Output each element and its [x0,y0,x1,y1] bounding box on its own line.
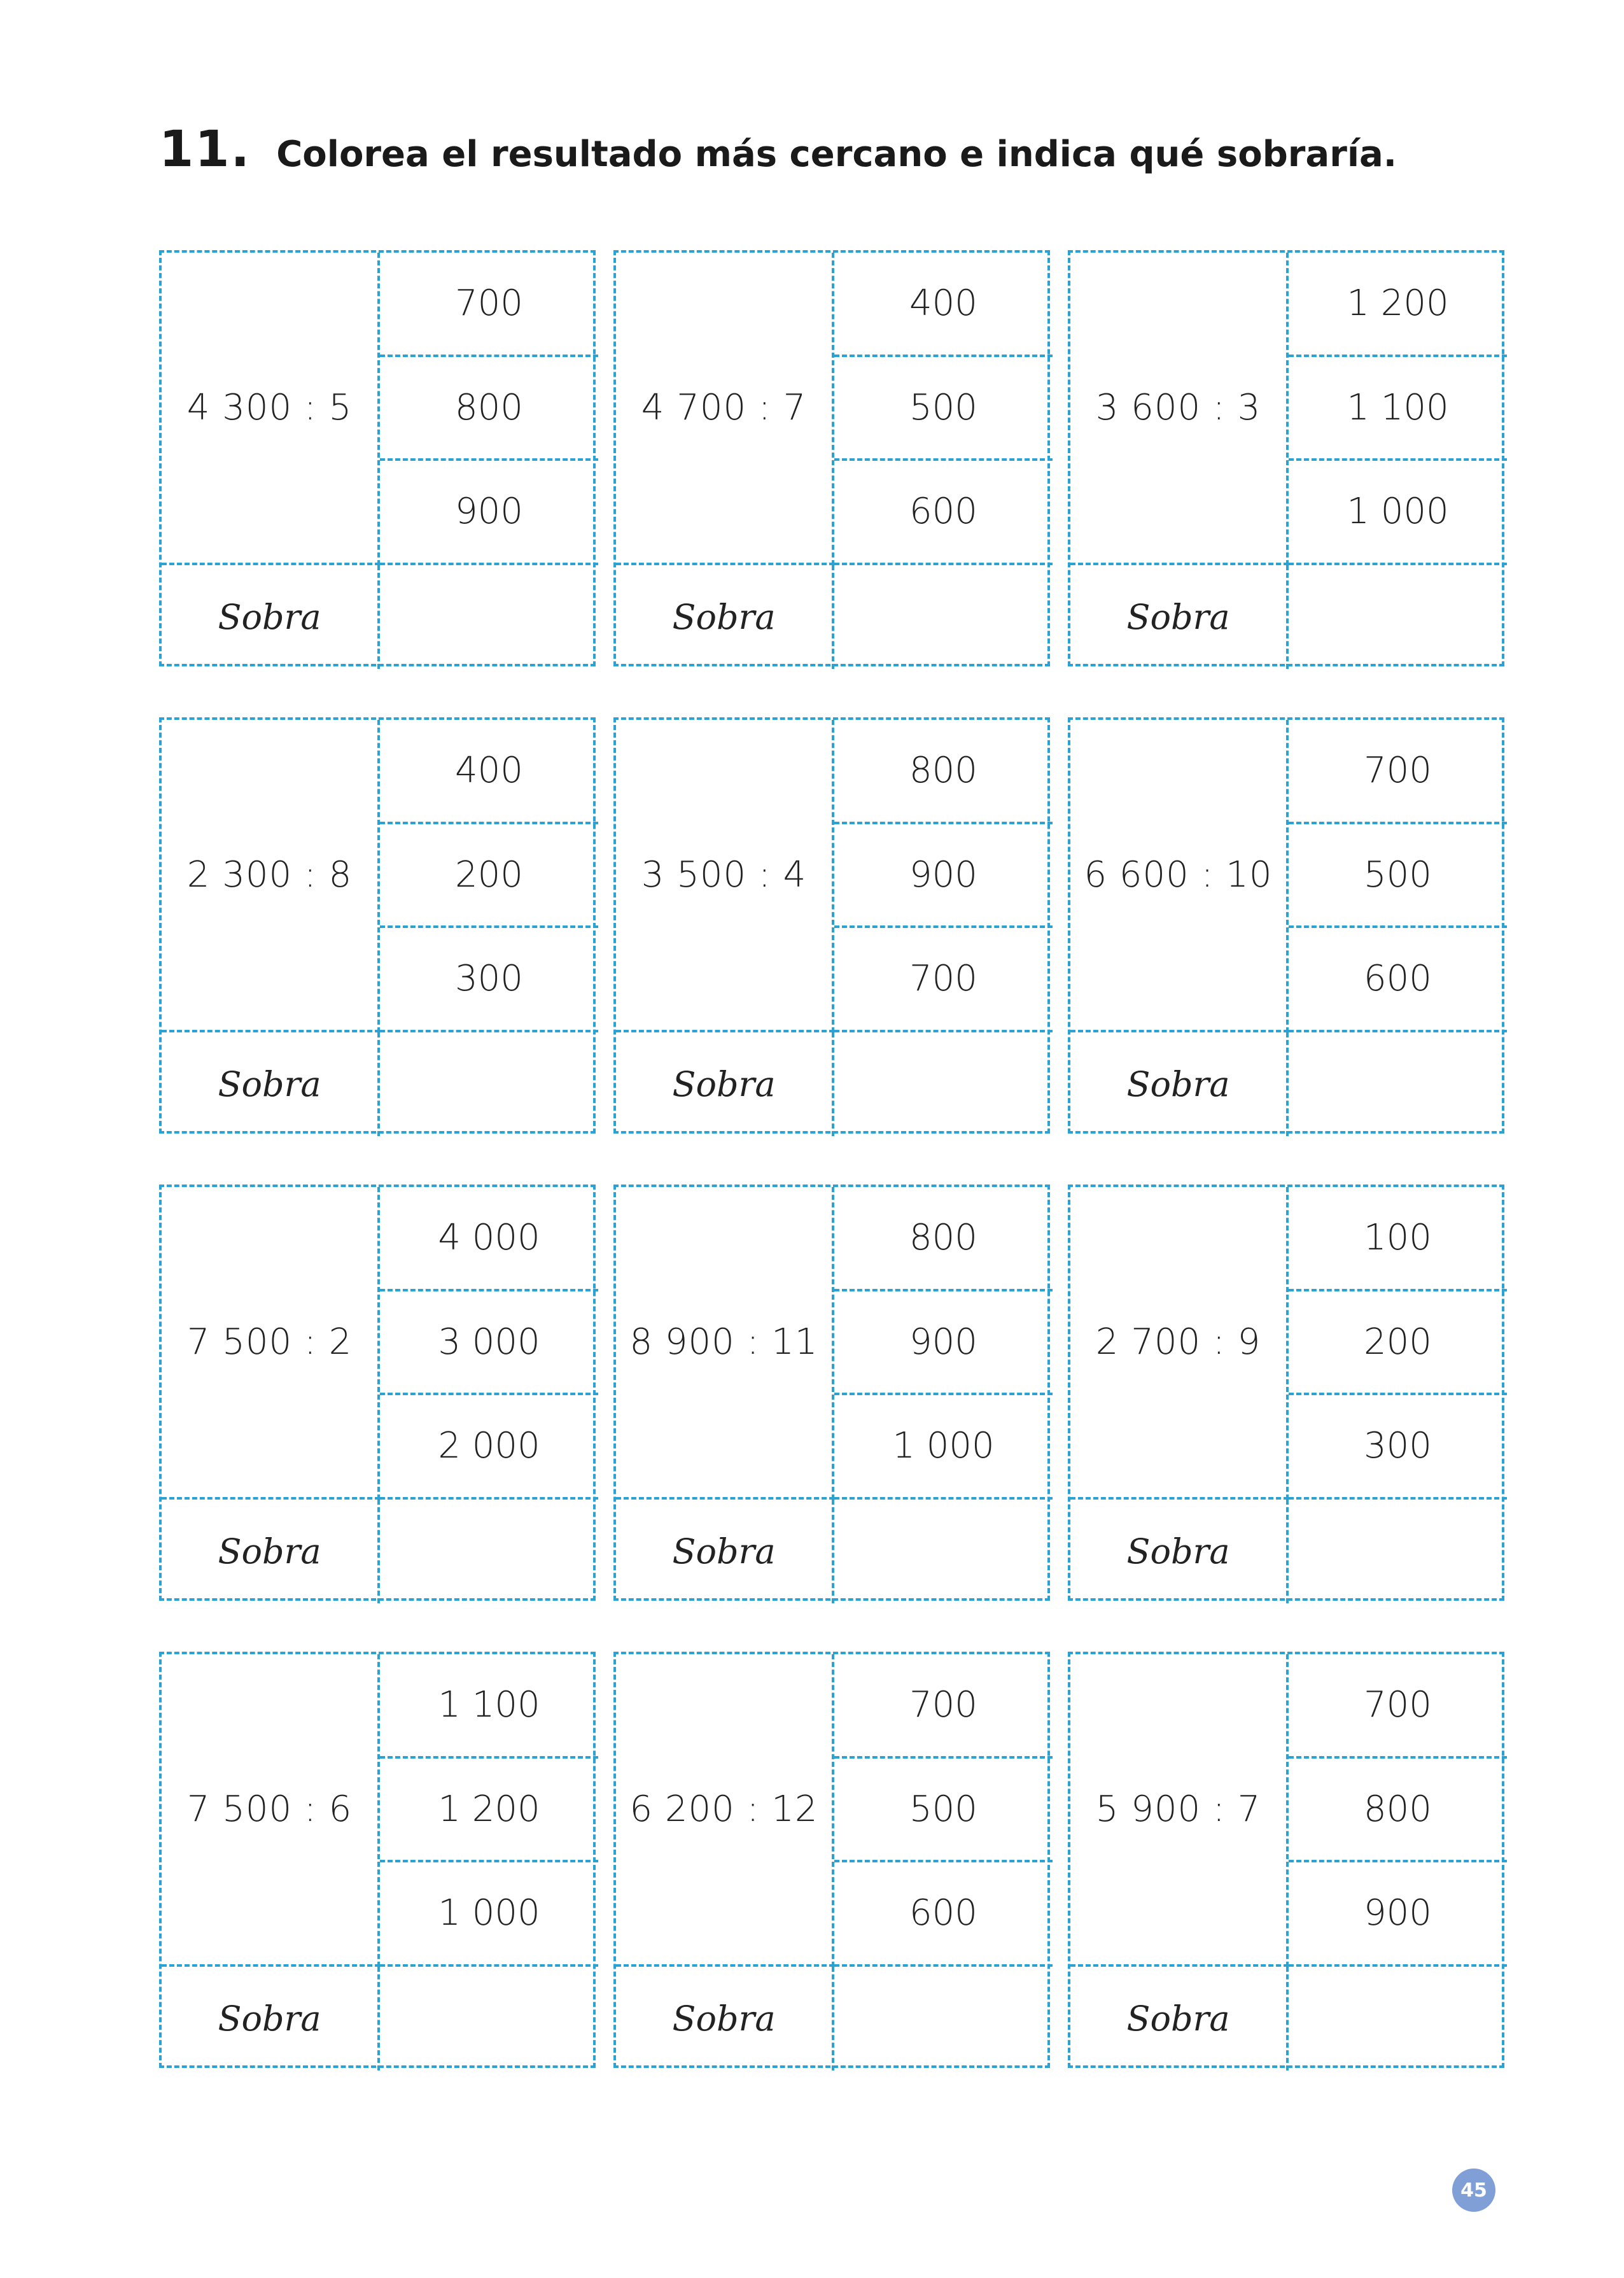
remainder-answer-box[interactable] [834,565,1053,670]
result-option[interactable]: 600 [834,1862,1053,1967]
result-option[interactable]: 500 [1289,824,1507,929]
exercise-header [159,121,1397,178]
result-option[interactable]: 1 200 [380,1759,598,1863]
division-operation: 6 200 : 12 [616,1654,834,1967]
division-operation: 5 900 : 7 [1070,1654,1289,1967]
result-option[interactable]: 1 000 [1289,461,1507,565]
division-card [613,1185,1050,1601]
result-option[interactable]: 600 [834,461,1053,565]
remainder-answer-box[interactable] [834,1500,1053,1604]
result-option[interactable]: 900 [834,824,1053,929]
division-card [613,717,1050,1134]
result-option[interactable]: 800 [1289,1759,1507,1863]
remainder-label: Sobra [162,565,380,670]
remainder-answer-box[interactable] [380,1500,598,1604]
result-option[interactable]: 1 100 [1289,357,1507,461]
page-number-badge: 45 [1452,2169,1495,2212]
division-card [1068,1185,1504,1601]
result-option[interactable]: 1 000 [834,1395,1053,1500]
result-option[interactable]: 700 [834,1654,1053,1759]
result-option[interactable]: 900 [380,461,598,565]
division-operation: 6 600 : 10 [1070,720,1289,1032]
division-operation: 7 500 : 6 [162,1654,380,1967]
result-option[interactable]: 900 [1289,1862,1507,1967]
result-option[interactable]: 800 [834,1187,1053,1291]
result-option[interactable]: 100 [1289,1187,1507,1291]
remainder-label: Sobra [1070,1967,1289,2071]
remainder-answer-box[interactable] [380,565,598,670]
division-card [159,1652,596,2068]
division-operation: 2 300 : 8 [162,720,380,1032]
result-option[interactable]: 1 000 [380,1862,598,1967]
remainder-label: Sobra [1070,565,1289,670]
result-option[interactable]: 1 100 [380,1654,598,1759]
result-option[interactable]: 200 [380,824,598,929]
remainder-answer-box[interactable] [380,1032,598,1137]
exercise-grid [159,250,1505,2068]
remainder-label: Sobra [162,1967,380,2071]
exercise-number: 11. [159,121,251,178]
result-option[interactable]: 300 [380,928,598,1032]
result-option[interactable]: 500 [834,1759,1053,1863]
division-operation: 3 500 : 4 [616,720,834,1032]
division-operation: 3 600 : 3 [1070,253,1289,565]
division-operation: 4 700 : 7 [616,253,834,565]
remainder-label: Sobra [616,565,834,670]
result-option[interactable]: 600 [1289,928,1507,1032]
result-option[interactable]: 4 000 [380,1187,598,1291]
remainder-answer-box[interactable] [380,1967,598,2071]
result-option[interactable]: 700 [834,928,1053,1032]
division-card [159,717,596,1134]
result-option[interactable]: 400 [380,720,598,824]
remainder-answer-box[interactable] [1289,565,1507,670]
result-option[interactable]: 500 [834,357,1053,461]
remainder-label: Sobra [616,1500,834,1604]
result-option[interactable]: 800 [834,720,1053,824]
remainder-label: Sobra [1070,1032,1289,1137]
result-option[interactable]: 400 [834,253,1053,357]
division-operation: 7 500 : 2 [162,1187,380,1500]
remainder-label: Sobra [616,1967,834,2071]
remainder-answer-box[interactable] [1289,1032,1507,1137]
division-card [159,250,596,666]
result-option[interactable]: 900 [834,1291,1053,1396]
remainder-label: Sobra [616,1032,834,1137]
remainder-label: Sobra [162,1032,380,1137]
result-option[interactable]: 700 [1289,1654,1507,1759]
remainder-answer-box[interactable] [834,1032,1053,1137]
division-operation: 8 900 : 11 [616,1187,834,1500]
division-card [1068,717,1504,1134]
division-card [613,250,1050,666]
result-option[interactable]: 200 [1289,1291,1507,1396]
division-operation: 4 300 : 5 [162,253,380,565]
result-option[interactable]: 2 000 [380,1395,598,1500]
division-card [159,1185,596,1601]
result-option[interactable]: 3 000 [380,1291,598,1396]
remainder-answer-box[interactable] [1289,1500,1507,1604]
remainder-answer-box[interactable] [834,1967,1053,2071]
division-card [1068,1652,1504,2068]
result-option[interactable]: 700 [1289,720,1507,824]
result-option[interactable]: 700 [380,253,598,357]
remainder-answer-box[interactable] [1289,1967,1507,2071]
division-card [1068,250,1504,666]
result-option[interactable]: 1 200 [1289,253,1507,357]
result-option[interactable]: 800 [380,357,598,461]
remainder-label: Sobra [1070,1500,1289,1604]
result-option[interactable]: 300 [1289,1395,1507,1500]
remainder-label: Sobra [162,1500,380,1604]
division-operation: 2 700 : 9 [1070,1187,1289,1500]
exercise-instruction: Colorea el resultado más cercano e indica qué sobraría. [276,134,1397,175]
division-card [613,1652,1050,2068]
